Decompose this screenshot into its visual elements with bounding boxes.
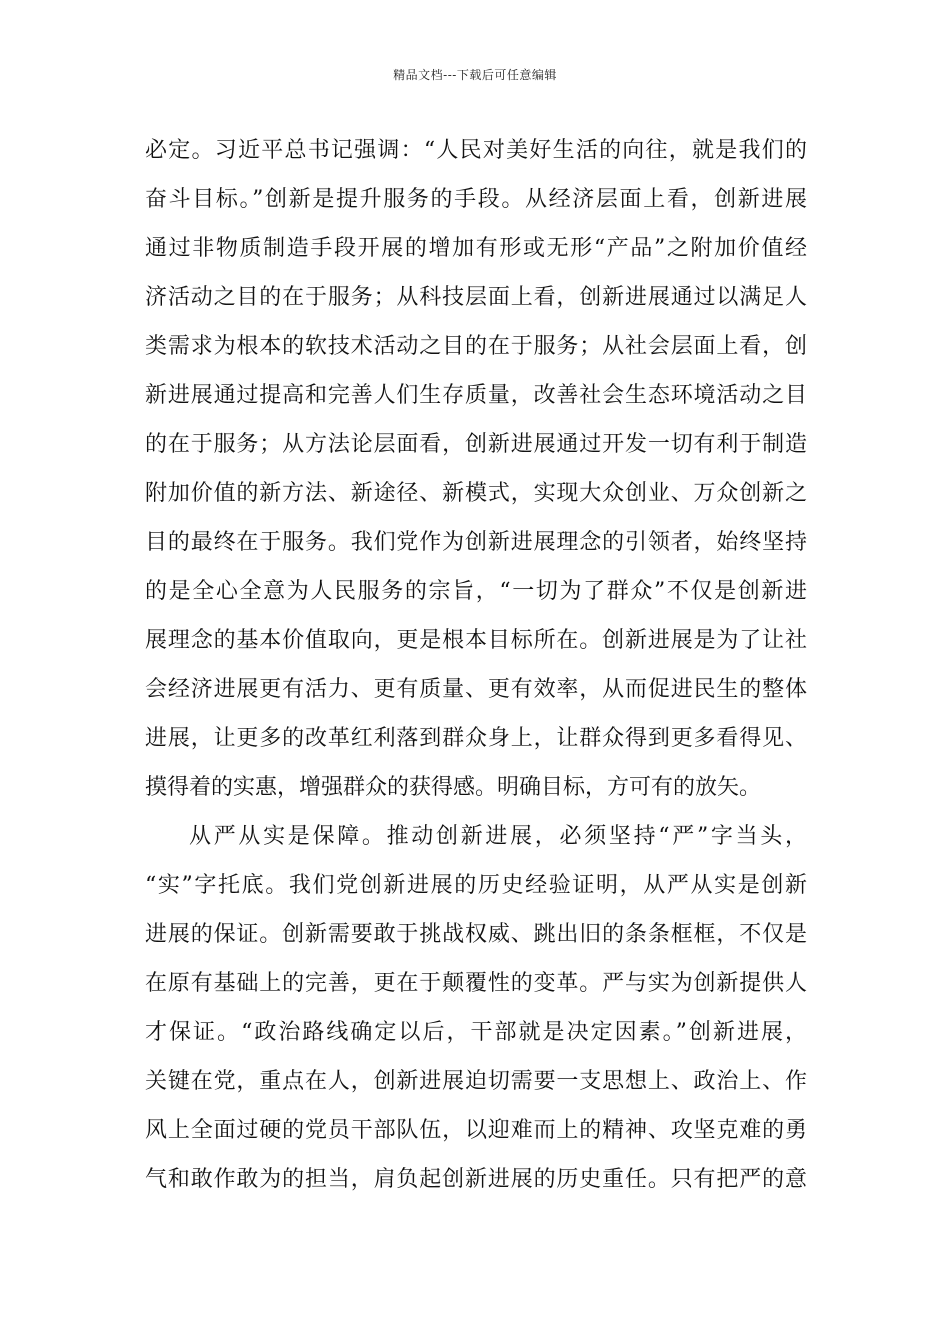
- text-line: 奋斗目标。”创新是提升服务的手段。从经济层面上看，创新进展: [145, 187, 807, 212]
- page-header: 精品文档---下载后可任意编辑: [393, 68, 557, 82]
- text-line: 的是全心全意为人民服务的宗旨，“一切为了群众”不仅是创新进: [145, 579, 807, 604]
- text-line: 进展，让更多的改革红利落到群众身上，让群众得到更多看得见、: [145, 726, 807, 751]
- paragraph-start-line: 从严从实是保障。推动创新进展，必须坚持“严”字当头，: [189, 824, 807, 849]
- text-line: 必定。习近平总书记强调：“人民对美好生活的向往，就是我们的: [145, 138, 807, 163]
- text-line: 风上全面过硬的党员干部队伍，以迎难而上的精神、攻坚克难的勇: [145, 1118, 807, 1143]
- body-text: [145, 126, 807, 1204]
- text-line: 目的最终在于服务。我们党作为创新进展理念的引领者，始终坚持: [145, 530, 807, 555]
- text-line: 展理念的基本价值取向，更是根本目标所在。创新进展是为了让社: [145, 628, 807, 653]
- text-line: 的在于服务；从方法论层面看，创新进展通过开发一切有利于制造: [145, 432, 807, 457]
- text-line: 会经济进展更有活力、更有质量、更有效率，从而促进民生的整体: [145, 677, 807, 702]
- text-line: 进展的保证。创新需要敢于挑战权威、跳出旧的条条框框，不仅是: [145, 922, 807, 947]
- text-line: 通过非物质制造手段开展的增加有形或无形“产品”之附加价值经: [145, 236, 807, 261]
- text-line: 新进展通过提高和完善人们生存质量，改善社会生态环境活动之目: [145, 383, 807, 408]
- text-line: 才保证。“政治路线确定以后，干部就是决定因素。”创新进展，: [145, 1020, 807, 1045]
- text-line: “实”字托底。我们党创新进展的历史经验证明，从严从实是创新: [145, 873, 807, 898]
- text-line: 在原有基础上的完善，更在于颠覆性的变革。严与实为创新提供人: [145, 971, 807, 996]
- text-line: 附加价值的新方法、新途径、新模式，实现大众创业、万众创新之: [145, 481, 807, 506]
- text-line: 类需求为根本的软技术活动之目的在于服务；从社会层面上看，创: [145, 334, 807, 359]
- text-line: 气和敢作敢为的担当，肩负起创新进展的历史重任。只有把严的意: [145, 1167, 807, 1192]
- paragraph-end-line: 摸得着的实惠，增强群众的获得感。明确目标，方可有的放矢。: [145, 775, 762, 800]
- text-line: 济活动之目的在于服务；从科技层面上看，创新进展通过以满足人: [145, 285, 807, 310]
- text-line: 关键在党，重点在人，创新进展迫切需要一支思想上、政治上、作: [145, 1069, 807, 1094]
